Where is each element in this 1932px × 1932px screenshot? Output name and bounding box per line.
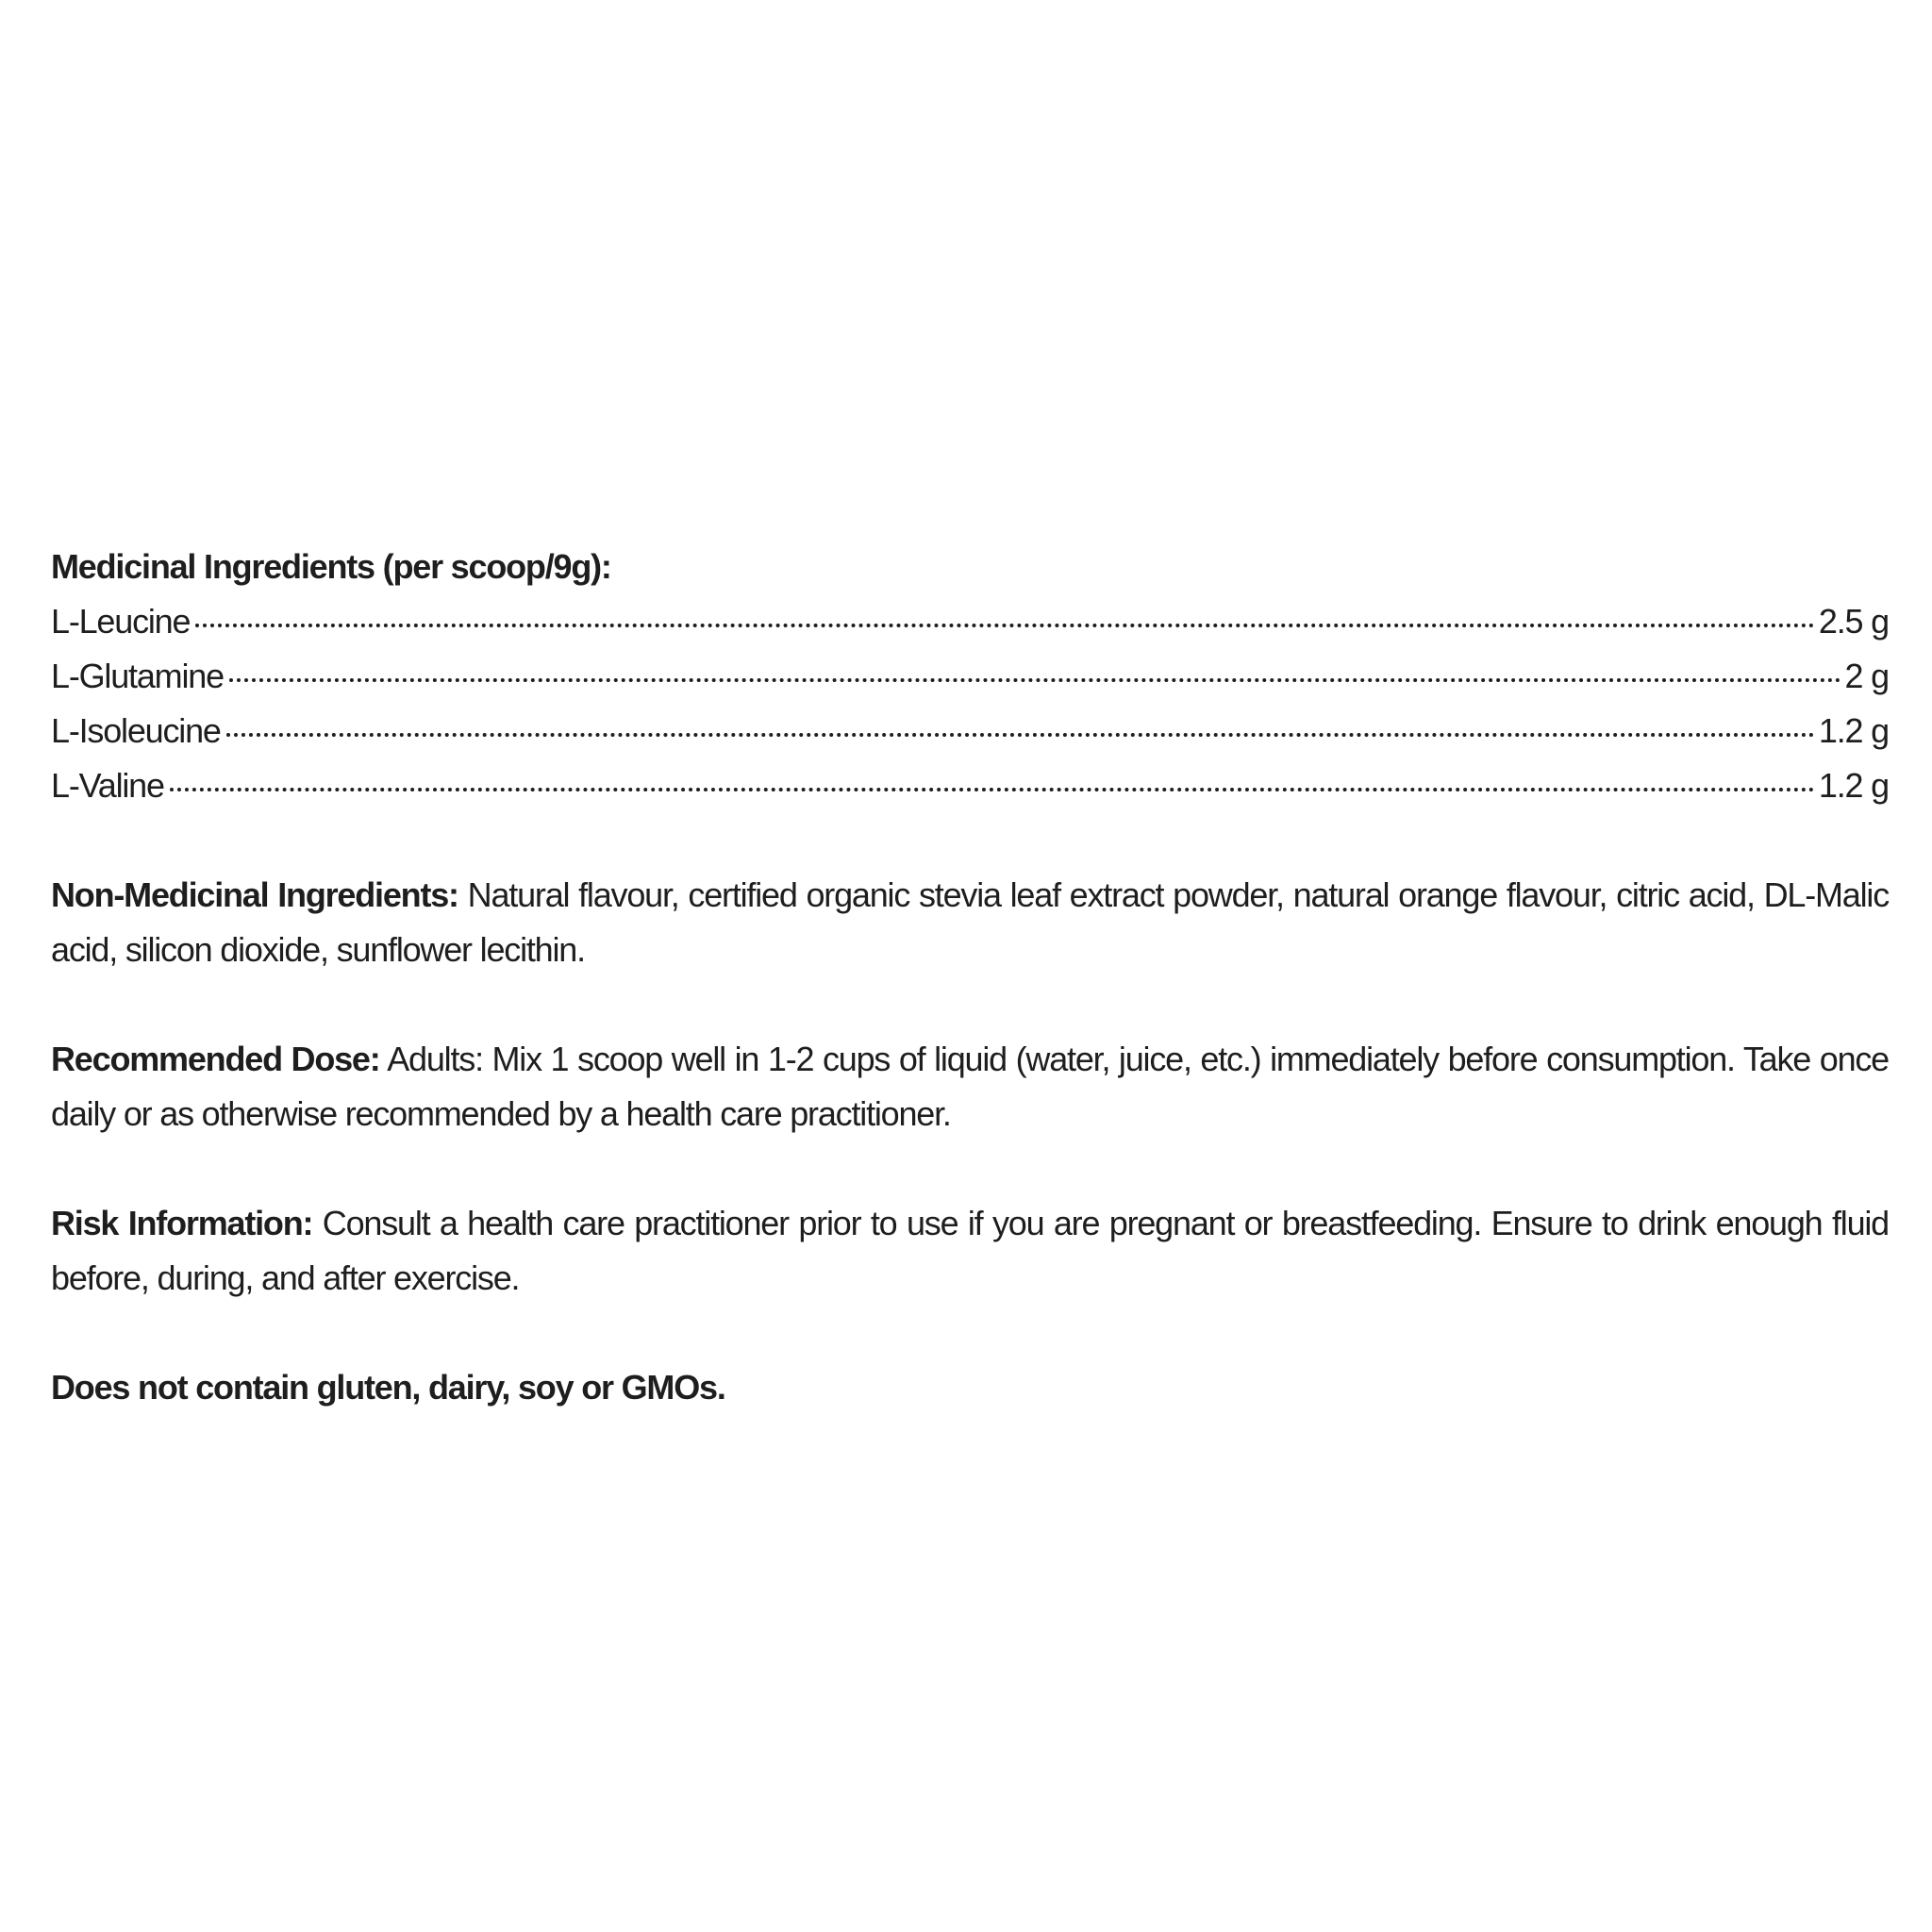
ingredient-row-isoleucine [51,704,1889,758]
medicinal-ingredients-heading: Medicinal Ingredients (per scoop/9g): [51,547,611,586]
dot-leader [229,678,1841,682]
ingredient-row-valine [51,758,1889,813]
ingredient-name: L-Leucine [51,602,191,641]
ingredient-row-leucine [51,594,1889,649]
non-medicinal-label: Non-Medicinal Ingredients: [51,875,458,914]
dot-leader [195,624,1815,627]
non-medicinal-ingredients [51,868,1889,977]
label-content [51,540,1889,1415]
ingredient-row-glutamine [51,649,1889,704]
dot-leader [226,733,1815,737]
risk-information-label: Risk Information: [51,1204,313,1242]
medicinal-ingredients-list [51,594,1889,813]
risk-information-text: Consult a health care practitioner prior to use if you are pregnant or breastfeeding. Ensure to drink enough fluid before, during, and after exercise. [51,1204,1890,1297]
ingredient-amount: 2 g [1844,657,1889,695]
ingredient-amount: 1.2 g [1818,766,1889,805]
recommended-dose-text: Adults: Mix 1 scoop well in 1-2 cups of liquid (water, juice, etc.) immediately before consumption. Take once daily or as otherwise recommended by a health care practitioner. [51,1040,1890,1133]
allergen-note: Does not contain gluten, dairy, soy or GMOs. [51,1368,725,1407]
ingredient-name: L-Valine [51,766,164,805]
ingredient-amount: 1.2 g [1818,711,1889,750]
ingredient-name: L-Isoleucine [51,711,221,750]
recommended-dose-label: Recommended Dose: [51,1040,380,1078]
recommended-dose [51,1032,1889,1141]
dot-leader [170,788,1815,791]
non-medicinal-text: Natural flavour, certified organic stevia leaf extract powder, natural orange flavour, citric acid, DL-Malic acid, silicon dioxide, sunflower lecithin. [51,875,1889,969]
ingredient-name: L-Glutamine [51,657,224,695]
risk-information [51,1196,1889,1306]
ingredient-amount: 2.5 g [1818,602,1889,641]
